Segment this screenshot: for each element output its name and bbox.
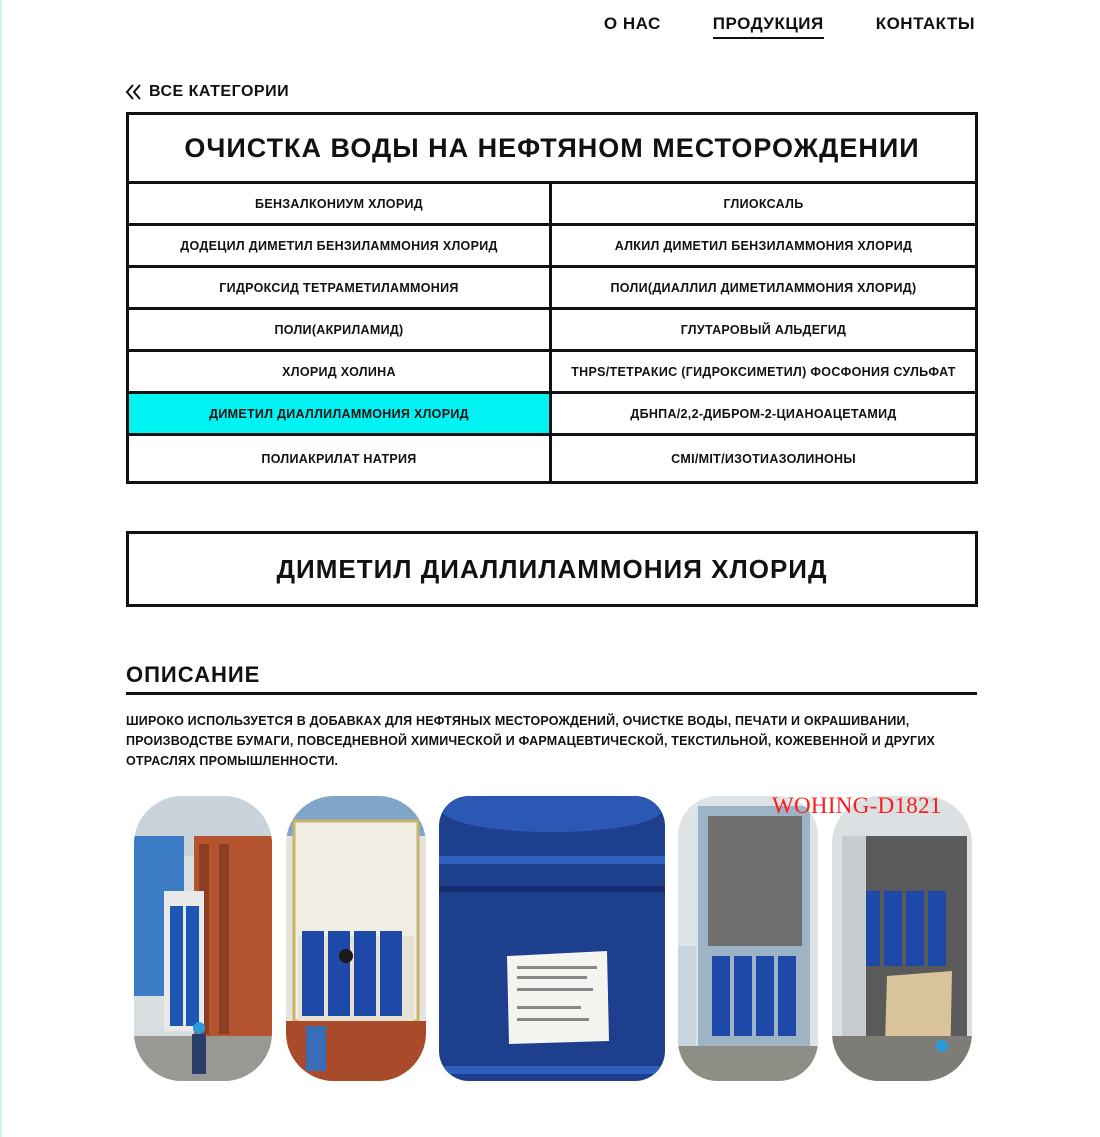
category-item-alkyl-dimethyl-benzylammonium-chloride[interactable]: АЛКИЛ ДИМЕТИЛ БЕНЗИЛАММОНИЯ ХЛОРИД xyxy=(614,238,913,253)
category-row xyxy=(129,436,975,481)
category-item-tetramethylammonium-hydroxide[interactable]: ГИДРОКСИД ТЕТРАМЕТИЛАММОНИЯ xyxy=(129,268,552,307)
description-text: ШИРОКО ИСПОЛЬЗУЕТСЯ В ДОБАВКАХ ДЛЯ НЕФТЯНЫХ МЕСТОРОЖДЕНИЙ, ОЧИСТКЕ ВОДЫ, ПЕЧАТИ И ОКРАШИВАНИИ, ПРОИЗВОДСТВЕ БУМАГИ, ПОВСЕДНЕВНОЙ ХИМИЧЕСКОЙ И ФАРМАЦЕВТИЧЕСКОЙ, ТЕКСТИЛЬНОЙ, КОЖЕВЕННОЙ И ДРУГИХ ОТРАСЛЯХ ПРОМЫШЛЕННОСТИ. xyxy=(126,714,936,768)
category-row xyxy=(129,268,975,310)
category-item-sodium-polyacrylate[interactable]: ПОЛИАКРИЛАТ НАТРИЯ xyxy=(129,436,552,481)
description-heading: ОПИСАНИЕ xyxy=(126,662,977,695)
category-row xyxy=(129,226,975,268)
category-item-dodecyl-dimethyl-benzylammonium-chloride[interactable]: ДОДЕЦИЛ ДИМЕТИЛ БЕНЗИЛАММОНИЯ ХЛОРИД xyxy=(129,226,552,265)
nav-contacts[interactable]: КОНТАКТЫ xyxy=(875,14,975,33)
container-loading-photo xyxy=(134,796,272,1081)
category-item-dimethyl-diallylammonium-chloride[interactable]: ДИМЕТИЛ ДИАЛЛИЛАММОНИЯ ХЛОРИД xyxy=(129,394,552,433)
gallery-watermark: WOHING-D1821 xyxy=(772,793,942,818)
category-item-polyacrylamide[interactable]: ПОЛИ(АКРИЛАМИД) xyxy=(129,310,552,349)
category-item-dbnpa[interactable]: ДБНПА/2,2-ДИБРОМ-2-ЦИАНОАЦЕТАМИД xyxy=(630,406,897,421)
category-item-polydadmac[interactable]: ПОЛИ(ДИАЛЛИЛ ДИМЕТИЛАММОНИЯ ХЛОРИД) xyxy=(610,280,917,295)
container-drums-photo xyxy=(832,796,972,1081)
container-drums-photo xyxy=(678,796,818,1081)
container-drums-photo xyxy=(286,796,426,1081)
category-item-benzalkonium-chloride[interactable]: БЕНЗАЛКОНИУМ ХЛОРИД xyxy=(129,184,552,223)
category-row xyxy=(129,310,975,352)
category-row xyxy=(129,184,975,226)
category-table xyxy=(126,112,978,484)
product-title: ДИМЕТИЛ ДИАЛЛИЛАММОНИЯ ХЛОРИД xyxy=(126,531,978,607)
nav-about[interactable]: О НАС xyxy=(603,14,661,33)
all-categories-label: ВСЕ КАТЕГОРИИ xyxy=(149,83,290,100)
category-item-glutaraldehyde[interactable]: ГЛУТАРОВЫЙ АЛЬДЕГИД xyxy=(680,322,847,337)
category-row xyxy=(129,352,975,394)
nav-products[interactable]: ПРОДУКЦИЯ xyxy=(713,14,824,39)
category-item-thps[interactable]: THPS/ТЕТРАКИС (ГИДРОКСИМЕТИЛ) ФОСФОНИЯ СУЛЬФАТ xyxy=(571,364,956,379)
all-categories-link[interactable] xyxy=(125,83,289,101)
category-row xyxy=(129,394,975,436)
category-item-choline-chloride[interactable]: ХЛОРИД ХОЛИНА xyxy=(129,352,552,391)
category-item-glyoxal[interactable]: ГЛИОКСАЛЬ xyxy=(723,196,804,211)
top-nav xyxy=(604,14,975,39)
product-gallery xyxy=(132,792,972,1082)
double-chevron-left-icon xyxy=(125,84,143,100)
drum-label-closeup-photo xyxy=(439,796,665,1081)
category-item-cmi-mit[interactable]: CMI/MIT/ИЗОТИАЗОЛИНОНЫ xyxy=(671,451,856,466)
category-title: ОЧИСТКА ВОДЫ НА НЕФТЯНОМ МЕСТОРОЖДЕНИИ xyxy=(129,115,975,184)
